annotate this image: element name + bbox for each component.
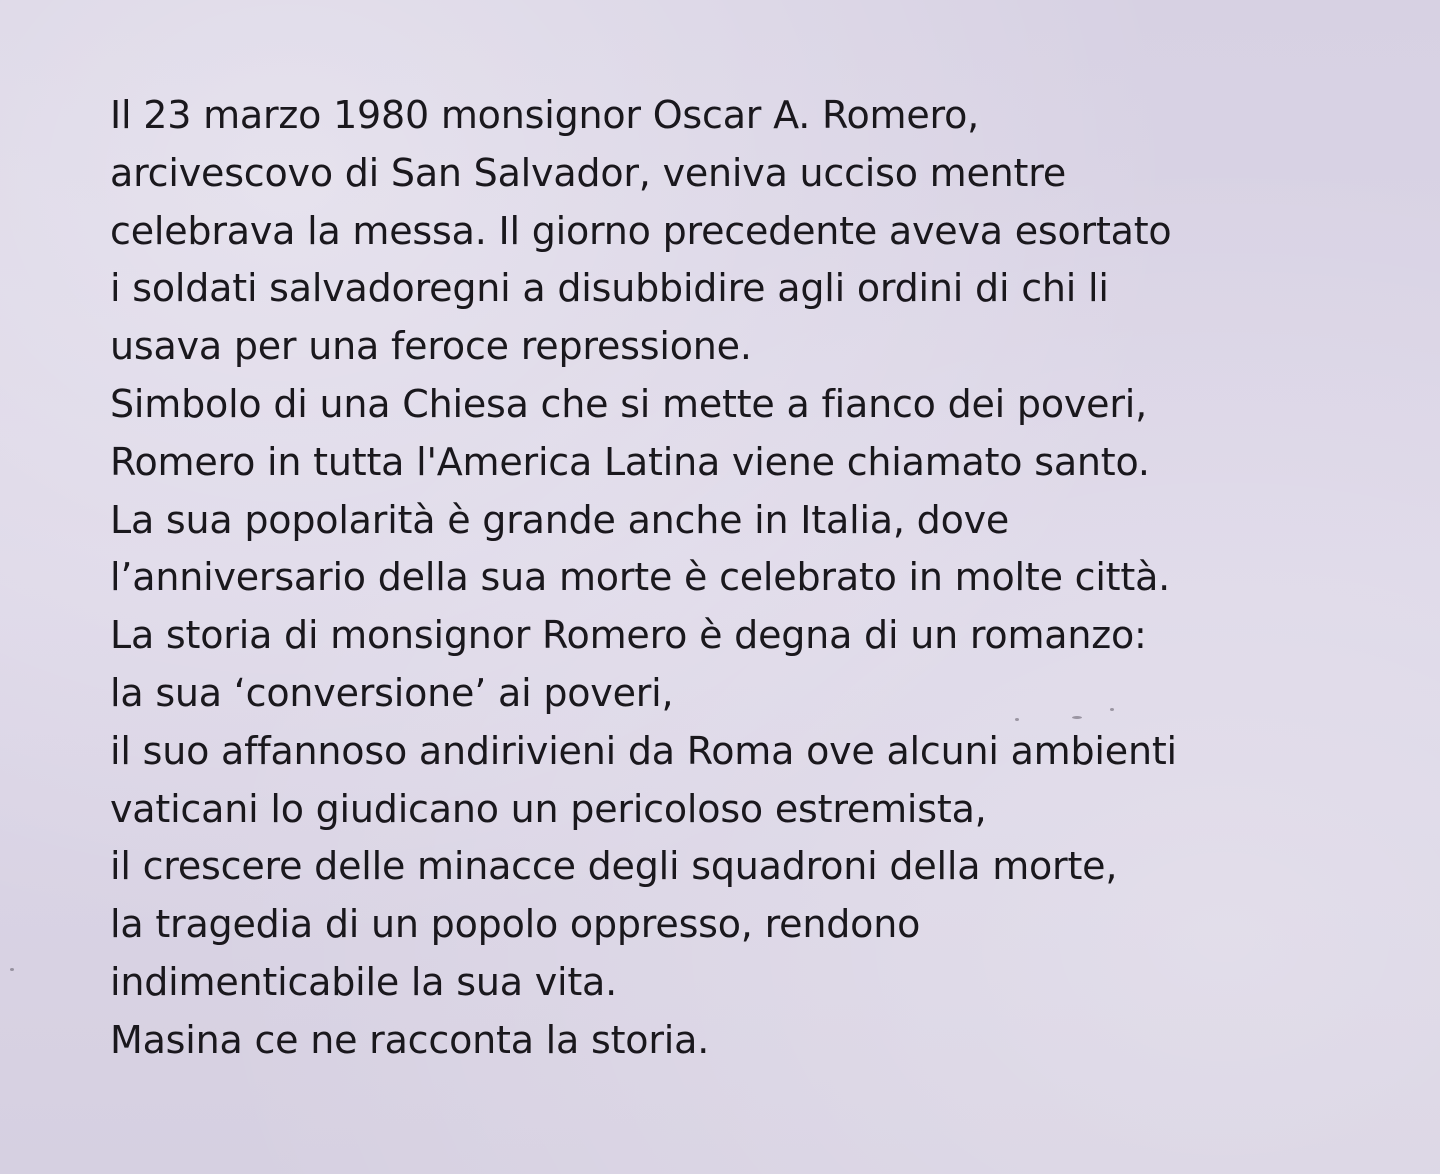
blurb-line: Simbolo di una Chiesa che si mette a fianco dei poveri, — [110, 381, 1148, 426]
paper-speck — [1015, 718, 1019, 721]
blurb-line: i soldati salvadoregni a disubbidire agli ordini di chi li — [110, 266, 1109, 311]
paper-speck — [1072, 716, 1082, 719]
paper-speck — [1110, 708, 1114, 711]
blurb-line: usava per una feroce repressione. — [110, 324, 752, 369]
blurb-line: La sua popolarità è grande anche in Italia, dove — [110, 497, 1010, 542]
paper-speck — [10, 968, 14, 971]
blurb-line: vaticani lo giudicano un pericoloso estremista, — [110, 786, 987, 831]
cover-blurb-text — [110, 87, 1410, 1070]
blurb-line: celebrava la messa. Il giorno precedente aveva esortato — [110, 208, 1172, 253]
blurb-line: Il 23 marzo 1980 monsignor Oscar A. Romero, — [110, 93, 980, 137]
blurb-line: il crescere delle minacce degli squadroni della morte, — [110, 844, 1118, 889]
blurb-line: la sua ‘conversione’ ai poveri, — [110, 670, 674, 715]
blurb-line: indimenticabile la sua vita. — [110, 959, 618, 1004]
blurb-line: Masina ce ne racconta la storia. — [110, 1017, 710, 1062]
blurb-line: Romero in tutta l'America Latina viene chiamato santo. — [110, 439, 1150, 484]
blurb-line: il suo affannoso andirivieni da Roma ove alcuni ambienti — [110, 728, 1177, 773]
blurb-line: l’anniversario della sua morte è celebrato in molte città. — [110, 555, 1171, 600]
blurb-line: arcivescovo di San Salvador, veniva ucciso mentre — [110, 150, 1067, 195]
blurb-line: La storia di monsignor Romero è degna di un romanzo: — [110, 613, 1147, 658]
blurb-line: la tragedia di un popolo oppresso, rendono — [110, 902, 921, 947]
